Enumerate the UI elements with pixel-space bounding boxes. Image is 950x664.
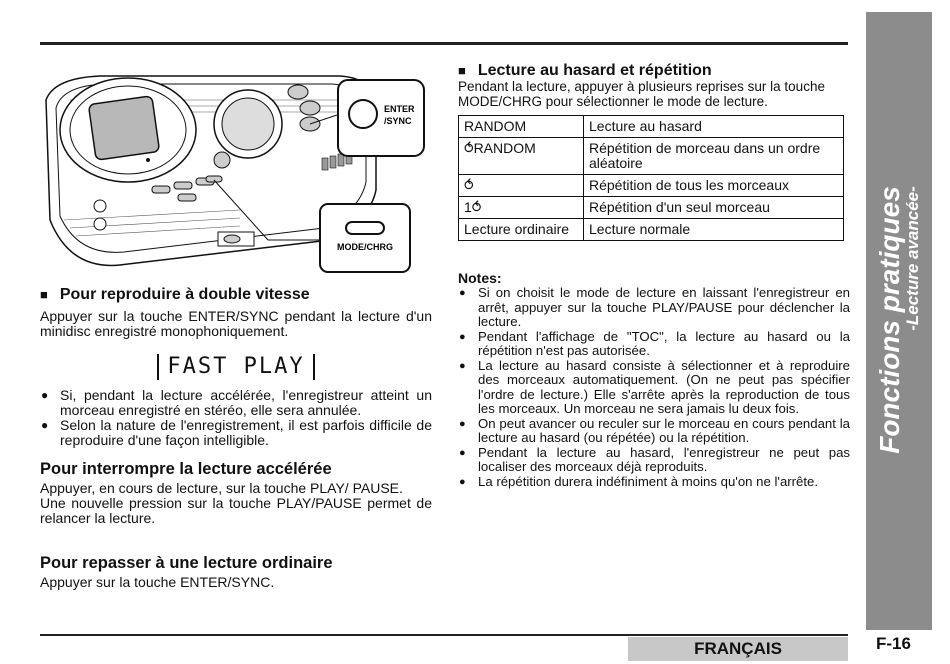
desc-cell: Répétition de morceau dans un ordre aléatoire <box>584 138 844 175</box>
mode-cell: ⥀ <box>459 175 584 197</box>
double-speed-intro-block <box>40 309 432 339</box>
side-title-main: Fonctions pratiques <box>874 186 905 454</box>
note-item: ● Pendant la lecture au hasard, l'enregistreur ne peut pas localiser des morceaux déjà reproduits. <box>458 446 850 475</box>
random-section <box>458 62 850 109</box>
mode-cell: Lecture ordinaire <box>459 219 584 241</box>
enter-sync-label: ENTER <box>384 104 415 114</box>
mode-chrg-label: MODE/CHRG <box>337 242 393 252</box>
table-row <box>459 219 844 241</box>
note-item: ● On peut avancer ou reculer sur le morceau en cours pendant la lecture au hasard (ou répétée) ou la répétition. <box>458 417 850 446</box>
table-row <box>459 175 844 197</box>
mode-cell: RANDOM <box>459 116 584 138</box>
notes-title: Notes: <box>458 270 502 286</box>
normal-section <box>40 554 432 590</box>
table-row <box>459 116 844 138</box>
double-speed-intro: Appuyer sur la touche ENTER/SYNC pendant la lecture d'un minidisc enregistré monophoniquement. <box>40 308 432 339</box>
interrupt-heading: Pour interrompre la lecture accélérée <box>40 460 332 478</box>
double-speed-heading: ■ Pour reproduire à double vitesse <box>40 286 432 304</box>
notes-section <box>458 270 850 489</box>
interrupt-section <box>40 460 432 526</box>
interrupt-text-2: Une nouvelle pression sur la touche PLAY/PAUSE permet de relancer la lecture. <box>40 495 432 526</box>
normal-heading: Pour repasser à une lecture ordinaire <box>40 554 333 572</box>
note-item: ● La répétition durera indéfiniment à moins qu'on ne l'arrête. <box>458 475 850 490</box>
device-illustration <box>40 70 440 282</box>
random-intro: Pendant la lecture, appuyer à plusieurs reprises sur la touche MODE/CHRG pour sélectionner le mode de lecture. <box>458 79 825 109</box>
fast-play-display-block <box>40 354 432 380</box>
mode-cell: 1⥀ <box>459 197 584 219</box>
top-rule <box>40 42 848 45</box>
mode-table-block <box>458 115 850 241</box>
note-item: ● Pendant l'affichage de "TOC", la lecture au hasard ou la répétition n'est pas autorisée. <box>458 330 850 359</box>
double-speed-section <box>40 286 432 304</box>
random-heading: ■ Lecture au hasard et répétition <box>458 62 850 80</box>
mode-table <box>458 115 844 241</box>
double-speed-bullet: ● Si, pendant la lecture accélérée, l'enregistreur atteint un morceau enregistré en stéréo, elle sera annulée. <box>40 388 432 418</box>
table-row <box>459 197 844 219</box>
table-row <box>459 138 844 175</box>
desc-cell: Répétition d'un seul morceau <box>584 197 844 219</box>
normal-text: Appuyer sur la touche ENTER/SYNC. <box>40 574 275 590</box>
desc-cell: Répétition de tous les morceaux <box>584 175 844 197</box>
fast-play-display: FAST PLAY <box>157 354 314 380</box>
note-item: ● Si on choisit le mode de lecture en laissant l'enregistreur en arrêt, appuyer sur la touche PLAY/PAUSE pour déclencher la lecture. <box>458 286 850 330</box>
desc-cell: Lecture normale <box>584 219 844 241</box>
interrupt-text-1: Appuyer, en cours de lecture, sur la touche PLAY/ PAUSE. <box>40 480 403 496</box>
mode-cell: ⥀RANDOM <box>459 138 584 175</box>
enter-sync-label-2: /SYNC <box>384 116 412 126</box>
side-title <box>876 186 922 454</box>
side-title-sub: -Lecture avancée- <box>903 186 922 331</box>
double-speed-bullet: ● Selon la nature de l'enregistrement, il est parfois difficile de reproduire d'une façon intelligible. <box>40 418 432 448</box>
double-speed-bullets <box>40 388 432 448</box>
bottom-rule <box>40 634 848 636</box>
language-label: FRANÇAIS <box>628 637 848 661</box>
desc-cell: Lecture au hasard <box>584 116 844 138</box>
note-item: ● La lecture au hasard consiste à sélectionner et à reproduire des morceaux automatiquement. (On ne peut pas spécifier l'ordre de lecture.) Elle s'arrête après la reproduction de tous les morceaux. Un morceau ne sera jamais lu deux fois. <box>458 359 850 417</box>
page-number: F-16 <box>876 634 911 653</box>
